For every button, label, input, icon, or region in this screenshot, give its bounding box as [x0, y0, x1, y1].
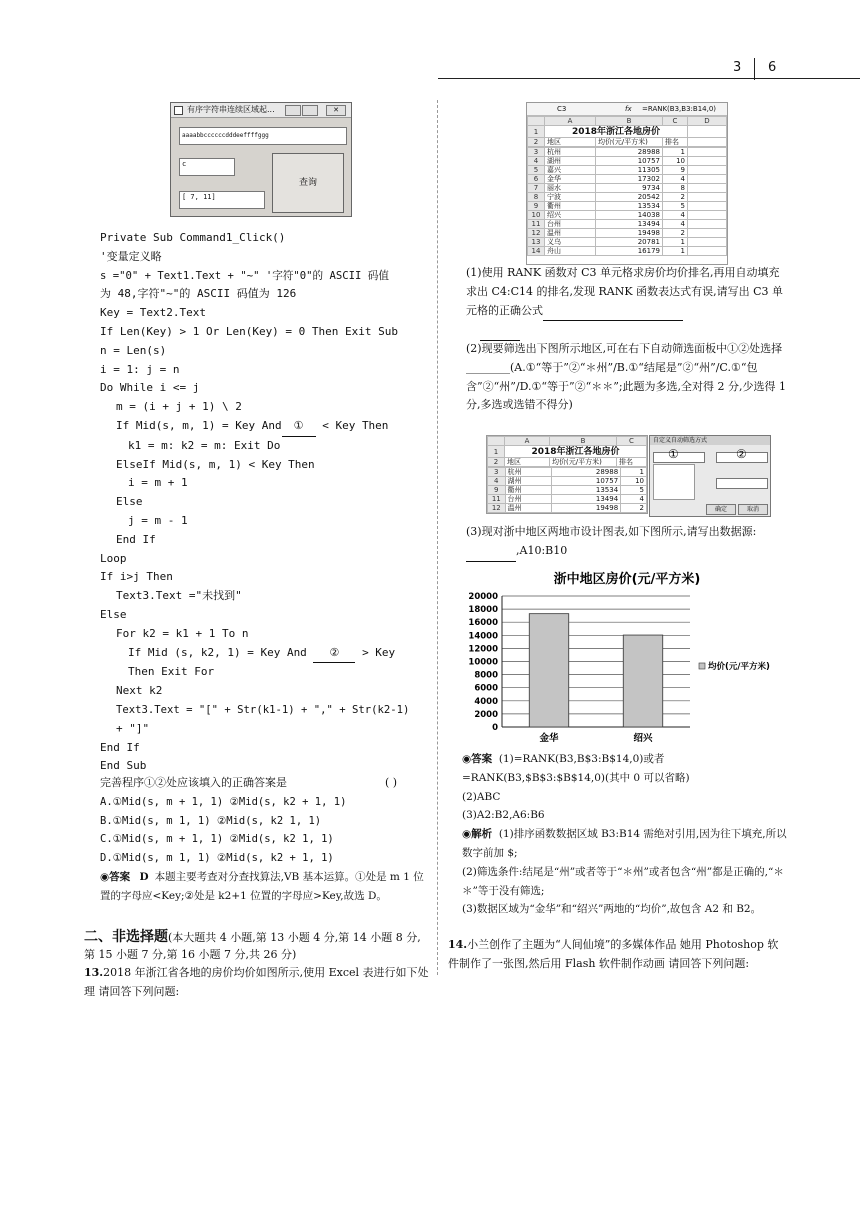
blank-1: ①: [282, 417, 316, 437]
section2-note: (本大题共 4 小题,第 13 小题 4 分,第 14 小题 8 分,第 15 小题 7 分,第 16 小题 7 分,共 26 分): [84, 931, 421, 961]
table-cell[interactable]: 9: [663, 166, 688, 175]
answer-line-1: [462, 750, 788, 788]
x-tick-label: 金华: [539, 733, 559, 744]
table-cell[interactable]: [688, 148, 727, 157]
q13-sub3-tail: ,A10:B10: [516, 543, 568, 557]
answer-1: (1)=RANK(B3,B$3:B$14,0)或者=RANK(B3,$B$3:$B$14,0)(其中 0 可以省略): [462, 753, 690, 784]
header-cell: 地区: [505, 458, 550, 467]
row-number: 10: [528, 211, 545, 220]
row-number: 11: [528, 220, 545, 229]
text3-input[interactable]: [ 7, 11]: [179, 191, 265, 209]
table-row: [528, 238, 727, 247]
spreadsheet-2: [486, 435, 771, 515]
table-cell[interactable]: 10: [663, 157, 688, 166]
header-rule: [438, 78, 860, 79]
row-number: 7: [528, 184, 545, 193]
table-cell[interactable]: 13494: [596, 220, 663, 229]
table-row: [528, 220, 727, 229]
table-cell[interactable]: 湖州: [505, 477, 551, 486]
code-text: < Key Then: [322, 418, 389, 432]
y-tick-label: 14000: [468, 631, 498, 642]
code-text: If Mid(s, m, 1) = Key And: [116, 418, 282, 432]
y-tick-label: 0: [492, 723, 498, 733]
vb-title-bar: [171, 103, 351, 118]
table-cell[interactable]: 湖州: [545, 157, 596, 166]
table-cell[interactable]: [688, 157, 727, 166]
column-divider: [437, 100, 438, 975]
sheet1-grid: A B C D 1 2018年浙江各地房价 2 地区 均价(元/平方米) 排名: [527, 116, 727, 147]
code-line: For k2 = k1 + 1 To n: [116, 626, 249, 640]
code-text: > Key: [362, 645, 396, 659]
table-row: [488, 495, 647, 504]
option-b: B.①Mid(s, m 1, 1) ②Mid(s, k2 1, 1): [100, 814, 322, 827]
row-number: 3: [528, 148, 545, 157]
code-line: '变量定义略: [100, 249, 162, 263]
table-row: [488, 504, 647, 513]
table-cell[interactable]: 杭州: [545, 148, 596, 157]
table-row: [528, 148, 727, 157]
q14-stem: [448, 936, 788, 974]
col-header: B: [596, 117, 663, 126]
table-row: [528, 202, 727, 211]
table-cell[interactable]: 宁波: [545, 193, 596, 202]
maximize-button[interactable]: [302, 105, 318, 116]
table-cell[interactable]: 杭州: [505, 468, 551, 477]
table-row: [488, 486, 647, 495]
table-cell[interactable]: 温州: [505, 504, 551, 513]
y-tick-label: 18000: [468, 605, 498, 616]
page-number-right: 6: [768, 60, 777, 75]
table-cell[interactable]: [688, 166, 727, 175]
window-title: 有序字符串连续区域起...: [187, 105, 275, 114]
code-line: If i>j Then: [100, 570, 173, 584]
table-cell[interactable]: 1: [663, 238, 688, 247]
table-cell[interactable]: 13494: [552, 495, 621, 504]
table-cell[interactable]: 丽水: [545, 184, 596, 193]
header-cell: 均价(元/平方米): [596, 138, 663, 147]
table-cell[interactable]: 4: [663, 220, 688, 229]
chart-svg: [462, 566, 792, 748]
option-c: C.①Mid(s, m + 1, 1) ②Mid(s, k2 1, 1): [100, 833, 334, 846]
row-number: 13: [528, 238, 545, 247]
bar-chart: [462, 566, 792, 748]
table-cell[interactable]: 10757: [552, 477, 621, 486]
table-cell[interactable]: [688, 220, 727, 229]
filter-dialog: [649, 435, 771, 517]
q13-stem-text: 2018 年浙江省各地的房价均价如图所示,使用 Excel 表进行如下处理 请回答下列问题:: [84, 966, 429, 998]
q12-stem: [100, 774, 430, 793]
code-line: n = Len(s): [100, 343, 167, 357]
table-cell[interactable]: 5: [663, 202, 688, 211]
table-cell[interactable]: 10757: [596, 157, 663, 166]
blank-datasource: [466, 542, 516, 562]
code-line: Else: [100, 607, 127, 621]
table-cell[interactable]: 20542: [596, 193, 663, 202]
filter-cond1[interactable]: [653, 452, 705, 463]
blank-formula: [543, 302, 683, 322]
code-block: [100, 229, 430, 776]
filter-val2[interactable]: [716, 478, 768, 489]
answer-label: 答案: [109, 870, 131, 883]
code-line: ElseIf Mid(s, m, 1) < Key Then: [116, 457, 315, 471]
blank-2: ②: [313, 644, 355, 664]
code-line: j = m - 1: [128, 513, 188, 527]
y-tick-label: 20000: [468, 592, 498, 602]
table-cell[interactable]: 义乌: [545, 238, 596, 247]
table-cell[interactable]: 1: [663, 148, 688, 157]
answer-value: D: [139, 870, 149, 883]
table-cell[interactable]: [688, 193, 727, 202]
table-cell[interactable]: 衢州: [545, 202, 596, 211]
chart-title: 浙中地区房价(元/平方米): [553, 572, 701, 587]
y-tick-label: 12000: [468, 644, 498, 655]
q13-sub1: [466, 264, 788, 341]
table-cell[interactable]: 28988: [596, 148, 663, 157]
row-number: 5: [528, 166, 545, 175]
code-line: Else: [116, 495, 143, 509]
explanation-line-3: (3)数据区域为“金华”和“绍兴”两地的“均价”,故包含 A2 和 B2。: [462, 903, 762, 916]
col-header: C: [663, 117, 688, 126]
table-cell[interactable]: 8: [663, 184, 688, 193]
code-line: End If: [100, 740, 140, 754]
code-line: End If: [116, 532, 156, 546]
table-cell[interactable]: 4: [663, 211, 688, 220]
y-tick-label: 6000: [474, 683, 498, 694]
table-row: [528, 157, 727, 166]
minimize-button[interactable]: [285, 105, 301, 116]
answer-label: 答案: [471, 753, 493, 765]
code-line: Text3.Text = "[" + Str(k1-1) + "," + Str(k2-1): [116, 703, 410, 716]
section2-heading: [84, 929, 429, 963]
table-cell[interactable]: 嘉兴: [545, 166, 596, 175]
table-row: [528, 211, 727, 220]
table-cell[interactable]: [688, 229, 727, 238]
table-cell[interactable]: 绍兴: [545, 211, 596, 220]
sheet2-grid-wrap: A B C 1 2018年浙江各地房价 2 地区 均价(元/平方米) 排名 3 杭州 28988 1 4 湖州 10757 10 9 衢州 13534 5 11 台州 13494 4 12 温州 19498 2: [486, 435, 648, 514]
code-line: Do While i <= j: [100, 381, 200, 395]
table-cell[interactable]: 20781: [596, 238, 663, 247]
code-line: Private Sub Command1_Click(): [100, 231, 286, 244]
code-line: i = 1: j = n: [100, 362, 180, 376]
table-cell[interactable]: [688, 175, 727, 184]
q13-sub2: (2)现要筛选出下图所示地区,可在右下自动筛选面板中①②处选择________(A.①“等于”②“＊州”/B.①“结尾是”②“州”/C.①“包含”②“州”/D.①“等于”②“＊＊”;此题为多选,全对得 2 分,少选得 1 分,多选或选错不得分): [466, 342, 787, 412]
table-cell[interactable]: 4: [663, 175, 688, 184]
table-cell[interactable]: 1: [663, 247, 688, 256]
code-line: i = m + 1: [128, 476, 188, 490]
y-tick-label: 2000: [474, 709, 498, 720]
y-tick-label: 4000: [474, 696, 498, 707]
legend-swatch: [699, 663, 705, 669]
table-cell[interactable]: 2: [663, 193, 688, 202]
sheet2-title: 2018年浙江各地房价: [505, 446, 647, 458]
code-line-blank2: [100, 644, 430, 664]
sheet2-rows: [487, 467, 647, 513]
option-a: A.①Mid(s, m + 1, 1) ②Mid(s, k2 + 1, 1): [100, 795, 347, 808]
q13-stem: [84, 964, 429, 1002]
answer-icon: ◉: [100, 870, 110, 883]
ok-button[interactable]: 确定: [706, 504, 736, 515]
code-line: m = (i + j + 1) \ 2: [116, 400, 242, 414]
name-box[interactable]: C3: [557, 105, 567, 113]
table-cell[interactable]: 2: [663, 229, 688, 238]
table-row: [528, 175, 727, 184]
table-cell[interactable]: 19498: [596, 229, 663, 238]
code-line-blank1: [100, 417, 430, 437]
header-cell: 排名: [663, 138, 688, 147]
row-number: 11: [488, 495, 506, 504]
table-row: [528, 247, 727, 256]
sheet1-rows: [527, 147, 727, 256]
app-icon: [174, 106, 183, 115]
table-row: [488, 477, 647, 486]
answer-line-3: (3)A2:B2,A6:B6: [462, 809, 545, 822]
code-line: s ="0" + Text1.Text + "~" '字符"0"的 ASCII 码值: [100, 269, 389, 282]
q13-sub1-text: (1)使用 RANK 函数对 C3 单元格求房价均价排名,再用自动填充求出 C4:C14 的排名,发现 RANK 函数表达式有误,请写出 C3 单元格的正确公式: [466, 266, 783, 317]
table-row: [528, 166, 727, 175]
table-cell[interactable]: 9734: [596, 184, 663, 193]
row-number: 12: [528, 229, 545, 238]
section2-title: 二、非选择题: [84, 929, 168, 945]
code-line: 为 48,字符"~"的 ASCII 码值为 126: [100, 287, 297, 301]
row-number: 9: [488, 486, 506, 495]
table-cell[interactable]: 金华: [545, 175, 596, 184]
row-number: 3: [488, 468, 506, 477]
header-divider: [754, 58, 755, 80]
code-line: If Len(Key) > 1 Or Len(Key) = 0 Then Exit Sub: [100, 324, 399, 338]
row-number: 12: [488, 504, 506, 513]
row-number: 6: [528, 175, 545, 184]
q12-answer: [100, 868, 430, 906]
code-line: Text3.Text ="未找到": [116, 589, 242, 603]
code-line: Key = Text2.Text: [100, 306, 206, 320]
explanation-1: (1)排序函数数据区域 B3:B14 需绝对引用,因为往下填充,所以数字前加 $;: [462, 828, 787, 859]
legend-label: 均价(元/平方米): [708, 662, 770, 672]
code-line: k1 = m: k2 = m: Exit Do: [128, 438, 281, 452]
filter-marker-1: ①: [668, 447, 679, 461]
query-button[interactable]: 查询: [272, 153, 344, 213]
code-line: End Sub: [100, 759, 147, 773]
fx-icon: fx: [625, 105, 632, 113]
table-cell[interactable]: 11305: [596, 166, 663, 175]
row-number: 4: [488, 477, 506, 486]
col-header: A: [545, 117, 596, 126]
row-number: 14: [528, 247, 545, 256]
row-number: 4: [528, 157, 545, 166]
blank-formula-2: [480, 321, 520, 341]
formula-bar: [527, 103, 727, 116]
bar: [529, 614, 568, 727]
y-tick-label: 8000: [474, 670, 498, 681]
explanation-icon: ◉: [462, 828, 472, 841]
table-cell[interactable]: 温州: [545, 229, 596, 238]
code-text: If Mid (s, k2, 1) = Key And: [128, 645, 307, 659]
header-cell: 排名: [617, 458, 647, 467]
answer-line-2: (2)ABC: [462, 790, 501, 803]
table-cell[interactable]: 10: [621, 477, 647, 486]
table-cell[interactable]: 19498: [552, 504, 621, 513]
q14-number: 14.: [448, 938, 468, 951]
spreadsheet-1: [526, 102, 728, 265]
table-cell[interactable]: [688, 184, 727, 193]
y-tick-label: 10000: [468, 657, 498, 668]
sheet-title: 2018年浙江各地房价: [545, 126, 688, 138]
table-cell[interactable]: 2: [621, 504, 647, 513]
code-line: Then Exit For: [128, 665, 215, 679]
row-number: 8: [528, 193, 545, 202]
q12-stem-text: 完善程序①②处应该填入的正确答案是: [100, 776, 287, 789]
filter-options-list[interactable]: [653, 464, 695, 500]
q13-sub3-text: (3)现对浙中地区两地市设计图表,如下图所示,请写出数据源:: [466, 525, 757, 538]
filter-marker-2: ②: [736, 447, 747, 461]
table-cell[interactable]: 舟山: [545, 247, 596, 256]
code-line: Next k2: [116, 684, 163, 698]
explanation-line-1: [462, 825, 788, 863]
code-line: Loop: [100, 551, 127, 565]
row-number: 9: [528, 202, 545, 211]
explanation-label: 解析: [471, 828, 493, 841]
text1-input[interactable]: aaaabbccccccdddeeffffggg: [179, 127, 347, 145]
y-tick-label: 16000: [468, 618, 498, 629]
cancel-button[interactable]: 取消: [738, 504, 768, 515]
filter-title: 自定义自动筛选方式: [650, 436, 770, 445]
table-cell[interactable]: [688, 247, 727, 256]
bar: [623, 635, 662, 727]
formula-input[interactable]: =RANK(B3,B3:B14,0): [642, 105, 717, 113]
table-cell[interactable]: 台州: [505, 495, 551, 504]
code-line: + "]": [116, 721, 150, 735]
q12-paren: ( ): [385, 776, 398, 789]
header-cell: 地区: [545, 138, 596, 147]
q13-number: 13.: [84, 966, 104, 979]
table-cell[interactable]: 16179: [596, 247, 663, 256]
table-cell[interactable]: 14038: [596, 211, 663, 220]
x-tick-label: 绍兴: [633, 733, 653, 744]
table-cell[interactable]: 衢州: [505, 486, 551, 495]
table-cell[interactable]: 1: [621, 468, 647, 477]
text2-input[interactable]: c: [179, 158, 235, 176]
option-d: D.①Mid(s, m 1, 1) ②Mid(s, k2 + 1, 1): [100, 852, 334, 865]
page-number-left: 3: [733, 60, 742, 75]
explanation-line-2: (2)筛选条件:结尾是“州”或者等于“＊州”或者包含“州”都是正确的,“＊＊”等于没有筛选;: [462, 865, 784, 897]
table-cell[interactable]: 4: [621, 495, 647, 504]
table-cell[interactable]: 13534: [596, 202, 663, 211]
close-button[interactable]: ✕: [326, 105, 346, 116]
header-cell: 均价(元/平方米): [550, 458, 617, 467]
q14-stem-text: 小兰创作了主题为“人间仙境”的多媒体作品 她用 Photoshop 软件制作了一张图,然后用 Flash 软件制作动画 请回答下列问题:: [448, 938, 779, 970]
sheet-bottom: [527, 256, 727, 264]
table-row: [528, 229, 727, 238]
table-row: [488, 468, 647, 477]
table-cell[interactable]: [688, 238, 727, 247]
q13-sub3: [466, 523, 788, 562]
table-row: [528, 193, 727, 202]
table-cell[interactable]: 台州: [545, 220, 596, 229]
table-cell[interactable]: 17302: [596, 175, 663, 184]
q12-block: [100, 774, 430, 906]
table-cell[interactable]: 28988: [552, 468, 621, 477]
table-cell[interactable]: 13534: [552, 486, 621, 495]
vb-window: [170, 102, 352, 217]
table-cell[interactable]: 5: [621, 486, 647, 495]
answer-icon: ◉: [462, 753, 472, 765]
table-row: [528, 184, 727, 193]
q13-answers: [462, 750, 788, 919]
answer-explanation: 本题主要考查对分查找算法,VB 基本运算。①处是 m 1 位置的字母应<Key;②处是 k2+1 位置的字母应>Key,故选 D。: [100, 870, 424, 902]
table-cell[interactable]: [688, 211, 727, 220]
col-header: D: [688, 117, 727, 126]
table-cell[interactable]: [688, 202, 727, 211]
